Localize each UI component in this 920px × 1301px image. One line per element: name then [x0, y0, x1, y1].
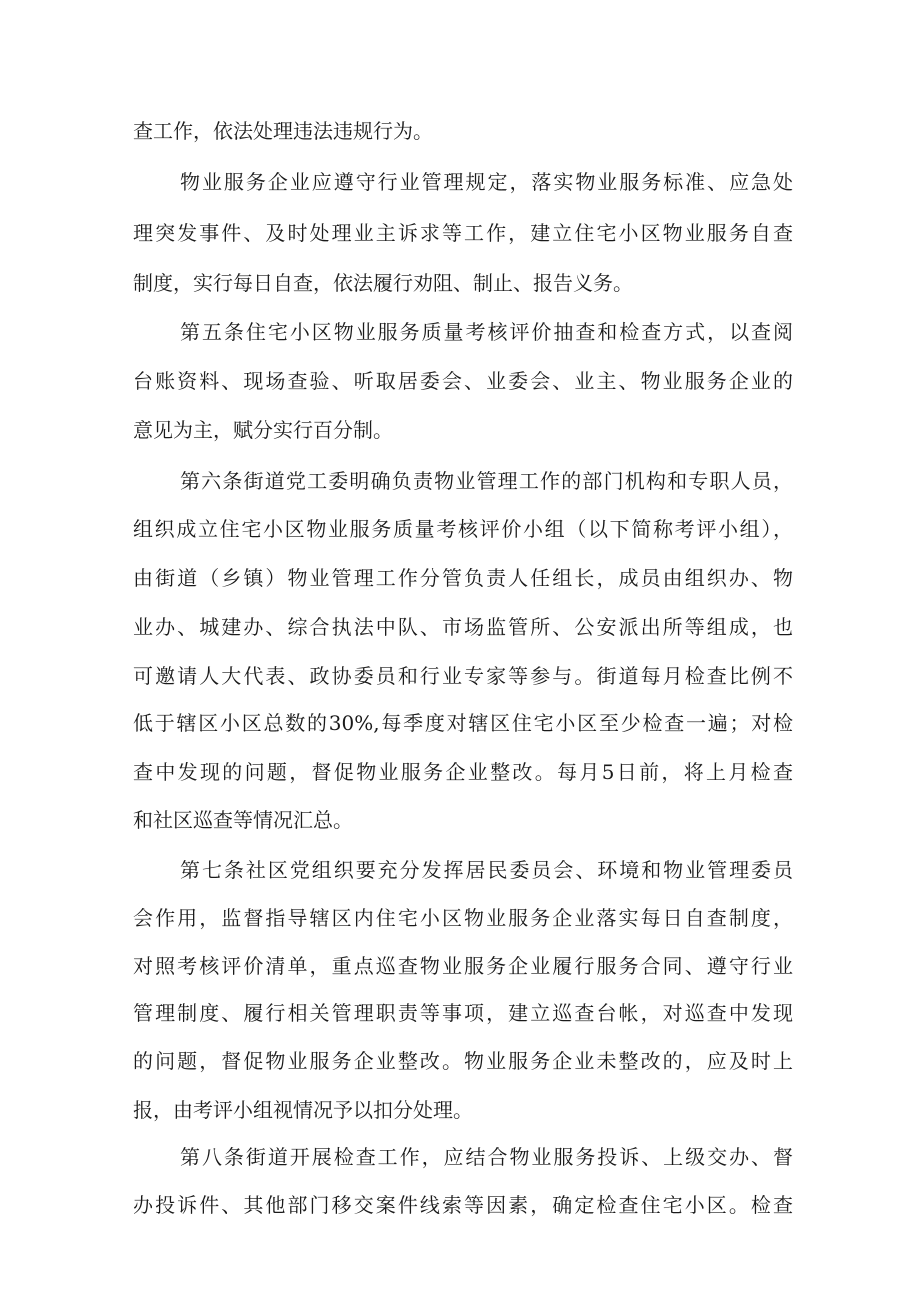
text-line: 低于辖区小区总数的30%,每季度对辖区住宅小区至少检查一遍；对检: [133, 711, 793, 735]
text-line: 物业服务企业应遵守行业管理规定，落实物业服务标准、应急处: [180, 170, 793, 194]
text-line: 办投诉件、其他部门移交案件线索等因素，确定检查住宅小区。检查: [133, 1193, 793, 1217]
text-line: 制度，实行每日自查，依法履行劝阻、制止、报告义务。: [133, 271, 633, 295]
text-line: 可邀请人大代表、政协委员和行业专家等参与。街道每月检查比例不: [133, 664, 793, 688]
text-line: 由街道（乡镇）物业管理工作分管负责人任组长，成员由组织办、物: [133, 566, 793, 590]
text-line: 第五条住宅小区物业服务质量考核评价抽查和检查方式，以查阅: [180, 320, 793, 344]
text-line: 会作用，监督指导辖区内住宅小区物业服务企业落实每日自查制度，: [133, 906, 793, 930]
text-line: 对照考核评价清单，重点巡查物业服务企业履行服务合同、遵守行业: [133, 954, 793, 978]
text-line: 理突发事件、及时处理业主诉求等工作，建立住宅小区物业服务自查: [133, 221, 793, 245]
text-line: 第八条街道开展检查工作，应结合物业服务投诉、上级交办、督: [180, 1145, 793, 1169]
text-line: 意见为主，赋分实行百分制。: [133, 418, 393, 442]
text-line: 第六条街道党工委明确负责物业管理工作的部门机构和专职人员，: [180, 469, 793, 493]
text-line: 报，由考评小组视情况予以扣分处理。: [133, 1098, 473, 1122]
text-line: 查中发现的问题，督促物业服务企业整改。每月5日前，将上月检查: [133, 760, 793, 784]
text-line: 业办、城建办、综合执法中队、市场监管所、公安派出所等组成，也: [133, 615, 793, 639]
text-line: 的问题，督促物业服务企业整改。物业服务企业未整改的，应及时上: [133, 1049, 793, 1073]
text-line: 和社区巡查等情况汇总。: [133, 808, 353, 832]
text-line: 查工作，依法处理违法违规行为。: [133, 119, 433, 143]
text-line: 管理制度、履行相关管理职责等事项，建立巡查台帐，对巡查中发现: [133, 1001, 793, 1025]
text-line: 台账资料、现场查验、听取居委会、业委会、业主、物业服务企业的: [133, 369, 793, 393]
text-line: 第七条社区党组织要充分发挥居民委员会、环境和物业管理委员: [180, 858, 793, 882]
text-line: 组织成立住宅小区物业服务质量考核评价小组（以下简称考评小组），: [133, 517, 793, 541]
